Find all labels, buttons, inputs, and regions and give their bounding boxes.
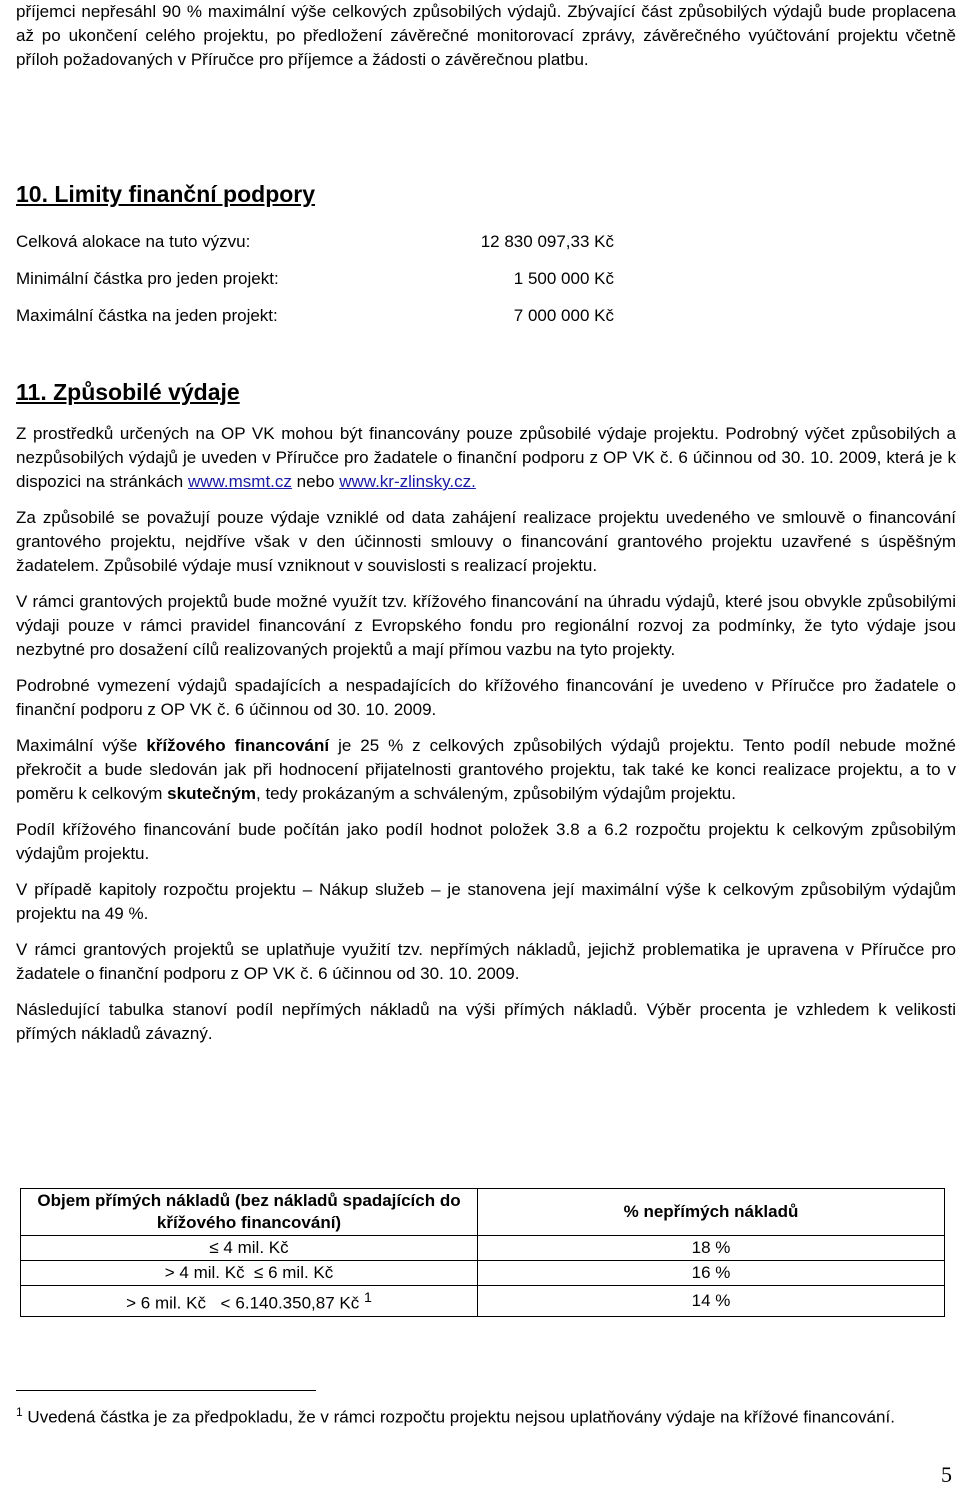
limit-value: 1 500 000 Kč (513, 269, 614, 288)
limit-value: 7 000 000 Kč (513, 306, 614, 325)
range-text: > 4 mil. Kč (164, 1263, 245, 1282)
paragraph-text: nebo (296, 472, 335, 491)
table-cell (21, 1236, 478, 1261)
limit-value: 12 830 097,33 Kč (480, 232, 614, 251)
paragraph: Podíl křížového financování bude počítán jako podíl hodnot položek 3.8 a 6.2 rozpočtu projektu k celkovým způsobilým výdajům projektu. (16, 820, 956, 863)
less-than-icon: < (220, 1293, 231, 1313)
bold-text: skutečným (167, 784, 256, 803)
range-text: > 6 mil. Kč (126, 1293, 206, 1313)
table-cell (21, 1286, 478, 1317)
intro-paragraph: příjemci nepřesáhl 90 % maximální výše celkových způsobilých výdajů. Zbývající část způsobilých výdajů bude proplacena až po ukončení celého projektu, po předložení závěrečné monitorovací zprávy, závěrečného vyúčtování projektu včetně příloh požadovaných v Příručce pro příjemce a žádosti o závěrečnou platbu. (16, 2, 956, 69)
paragraph: Podrobné vymezení výdajů spadajících a nespadajících do křížového financování je uvedeno v Příručce pro žadatele o finanční podporu z OP VK č. 6 účinnou od 30. 10. 2009. (16, 676, 956, 719)
limit-row (16, 232, 656, 269)
kr-zlinsky-link[interactable]: www.kr-zlinsky.cz. (339, 472, 476, 491)
paragraph: Za způsobilé se považují pouze výdaje vzniklé od data zahájení realizace projektu uvedeného ve smlouvě o financování grantového projektu, nejdříve však v den účinnosti smlouvy o financování grantového projektu uzavřené s úspěšným žadatelem. Způsobilé výdaje musí vzniknout v souvislosti s realizací projektu. (16, 508, 956, 575)
paragraph-text: Z prostředků určených na OP VK mohou být financovány pouze způsobilé výdaje projektu. Podrobný výčet způsobilých a nezpůsobilých výdajů je uveden v Příručce pro žadatele o finanční podporu z OP VK č. 6 účinnou od 30. 10. 2009, která je k dispozici na stránkách (16, 424, 956, 491)
table-row (21, 1261, 945, 1286)
paragraph-text: je 25 % z celkových způsobilých výdajů projektu. Tento podíl nebude možné překročit a bude sledován jak při hodnocení přijatelnosti grantového projektu, tak také ke konci realizace projektu, a to v poměru k celkovým (16, 736, 956, 803)
paragraph: V případě kapitoly rozpočtu projektu – Nákup služeb – je stanovena její maximální výše k celkovým způsobilým výdajům projektu na 49 %. (16, 880, 956, 923)
paragraph: Následující tabulka stanoví podíl nepřímých nákladů na výši přímých nákladů. Výběr procenta je vzhledem k velikosti přímých nákladů závazný. (16, 1000, 956, 1043)
table-cell: 16 % (478, 1261, 945, 1286)
table-cell (21, 1261, 478, 1286)
footnote-divider (16, 1390, 316, 1391)
section-11-body (16, 422, 956, 1058)
range-text: 6.140.350,87 Kč (235, 1293, 360, 1313)
eligible-expenses-paragraph (16, 422, 956, 494)
limit-row (16, 269, 656, 306)
footnote (16, 1400, 916, 1430)
table-header-cell: Objem přímých nákladů (bez nákladů spadajících do křížového financování) (21, 1189, 478, 1236)
footnote-text: Uvedená částka je za předpokladu, že v rámci rozpočtu projektu nejsou uplatňovány výdaje na křížové financování. (27, 1407, 895, 1427)
limit-row (16, 306, 656, 343)
table-row (21, 1286, 945, 1317)
table-row (21, 1236, 945, 1261)
footnote-number: 1 (16, 1405, 23, 1419)
paragraph: V rámci grantových projektů bude možné využít tzv. křížového financování na úhradu výdajů, které jsou obvykle způsobilými výdaji pouze v rámci pravidel financování z Evropského fondu pro regionální rozvoj za podmínky, že tyto výdaje jsou nezbytné pro dosažení cílů realizovaných projektů a mají přímou vazbu na tyto projekty. (16, 592, 956, 659)
limit-label: Minimální částka pro jeden projekt: (16, 269, 279, 288)
paragraph: V rámci grantových projektů se uplatňuje využití tzv. nepřímých nákladů, jejichž problematika je upravena v Příručce pro žadatele o finanční podporu z OP VK č. 6 účinnou od 30. 10. 2009. (16, 940, 956, 983)
footnote-reference[interactable]: 1 (363, 1290, 372, 1306)
table-cell: 14 % (478, 1286, 945, 1317)
limit-label: Celková alokace na tuto výzvu: (16, 232, 251, 251)
limits-list (16, 232, 656, 343)
paragraph-text: , tedy prokázaným a schváleným, způsobilým výdajům projektu. (256, 784, 736, 803)
paragraph-text: Maximální výše (16, 736, 138, 755)
cross-financing-paragraph (16, 734, 956, 806)
table-cell: 18 % (478, 1236, 945, 1261)
indirect-costs-table (20, 1188, 945, 1317)
limit-label: Maximální částka na jeden projekt: (16, 306, 278, 325)
table-header-cell: % nepřímých nákladů (478, 1189, 945, 1236)
page-number: 5 (941, 1462, 952, 1487)
section-10-heading: 10. Limity finanční podpory (16, 181, 316, 207)
msmt-link[interactable]: www.msmt.cz (188, 472, 292, 491)
range-text: ≤ 4 mil. Kč (209, 1238, 289, 1257)
section-11-heading: 11. Způsobilé výdaje (16, 379, 240, 405)
table-header-row (21, 1189, 945, 1236)
bold-text: křížového financování (146, 736, 330, 755)
range-text: ≤ 6 mil. Kč (254, 1263, 334, 1282)
